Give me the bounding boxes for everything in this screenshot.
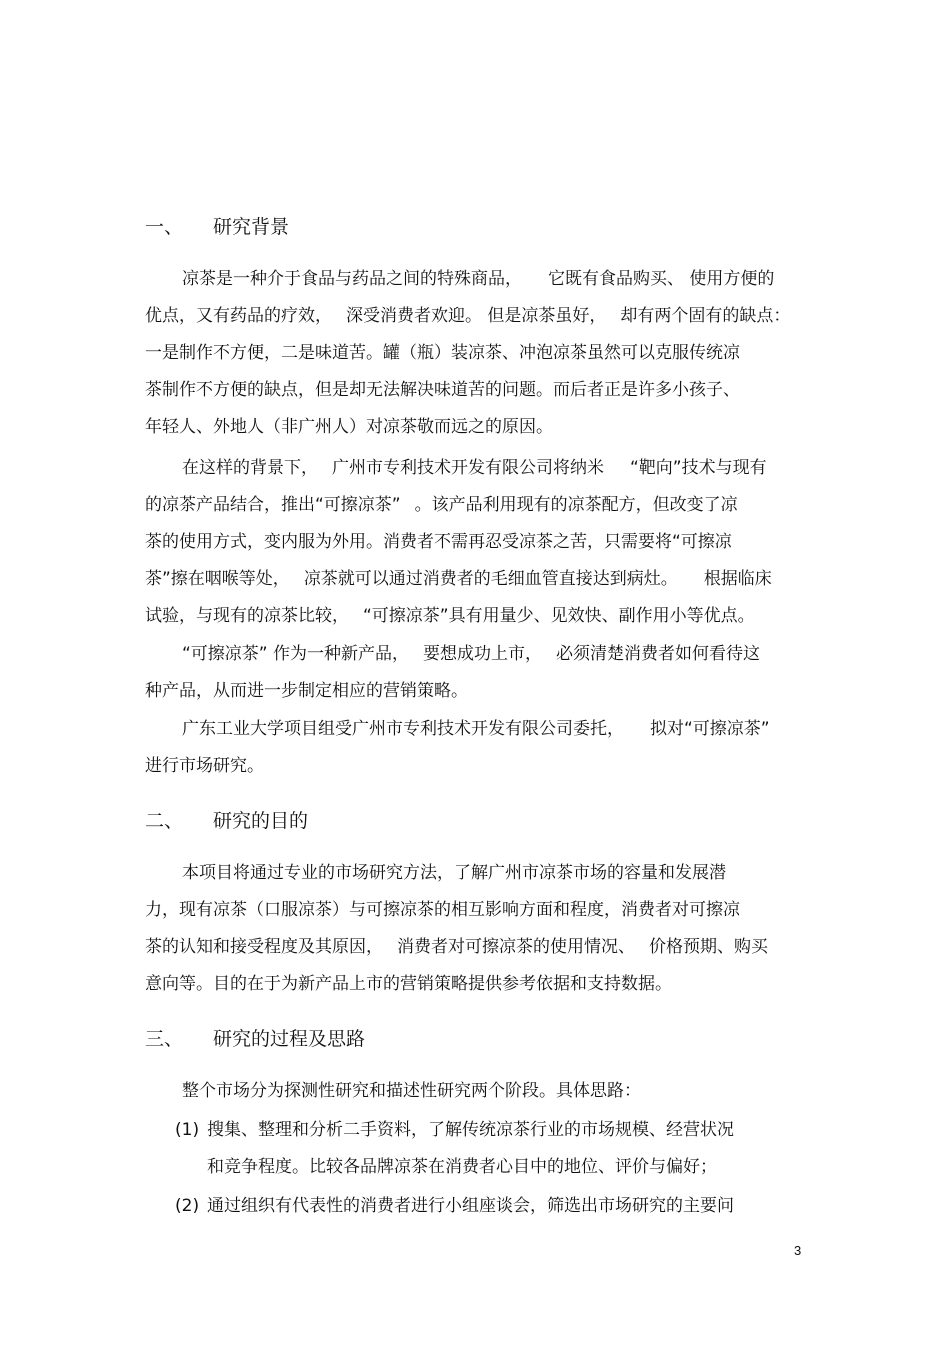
text-segment: 意向等。目的在于为新产品上市的营销策略提供参考依据和支持数据。 [145, 974, 672, 994]
text-segment: 深受消费者欢迎。 但是凉茶虽好， [346, 306, 607, 326]
text-segment: “可擦凉茶” 作为一种新产品， [182, 644, 410, 664]
section-title: 研究背景 [213, 216, 290, 238]
list-item-text: 通过组织有代表性的消费者进行小组座谈会，筛选出市场研究的主要问 [207, 1196, 734, 1216]
text-line [182, 860, 726, 886]
section-title: 研究的目的 [213, 810, 309, 832]
text-segment: 整个市场分为探测性研究和描述性研究两个阶段。具体思路： [182, 1081, 641, 1101]
text-segment: 拟对“可擦凉茶” [650, 719, 770, 739]
text-segment: 茶的认知和接受程度及其原因， [145, 937, 383, 957]
text-segment: 年轻人、外地人（非广州人）对凉茶敬而远之的原因。 [145, 417, 553, 437]
text-segment: 进行市场研究。 [145, 756, 264, 776]
text-segment: 根据临床 [703, 569, 772, 589]
page-number: 3 [794, 1243, 802, 1258]
text-segment: 广州市专利技术开发有限公司将纳米 [332, 458, 604, 478]
text-segment: 茶”擦在咽喉等处， [145, 569, 290, 589]
text-segment: 试验，与现有的凉茶比较， [145, 606, 349, 626]
text-segment: 茶制作不方便的缺点，但是却无法解决味道苦的问题。而后者正是许多小孩子、 [145, 380, 740, 400]
section-heading-1 [145, 212, 289, 242]
text-segment: 一是制作不方便，二是味道苦。罐（瓶）装凉茶、冲泡凉茶虽然可以克服传统凉 [145, 343, 740, 363]
list-item-text: 搜集、整理和分析二手资料，了解传统凉茶行业的市场规模、经营状况 [207, 1120, 734, 1140]
text-line [182, 266, 774, 292]
section-number: 三、 [145, 1028, 184, 1050]
text-line [182, 455, 767, 481]
text-line [145, 566, 772, 592]
text-segment: “靶向”技术与现有 [630, 458, 767, 478]
text-segment: 广东工业大学项目组受广州市专利技术开发有限公司委托， [182, 719, 624, 739]
text-segment: 却有两个固有的缺点： [620, 306, 791, 326]
text-segment: 茶的使用方式，变内服为外用。消费者不需再忍受凉茶之苦，只需要将“可擦凉 [145, 532, 732, 552]
text-line [145, 340, 740, 366]
section-number: 一、 [145, 216, 184, 238]
text-segment: 在这样的背景下， [182, 458, 318, 478]
text-segment: 优点，又有药品的疗效， [145, 306, 332, 326]
text-segment: 。该产品利用现有的凉茶配方，但改变了凉 [414, 495, 738, 515]
text-line [182, 1078, 641, 1104]
text-segment: 必须清楚消费者如何看待这 [556, 644, 761, 664]
text-segment: 价格预期、购买 [649, 937, 768, 957]
text-line [145, 971, 672, 997]
section-number: 二、 [145, 810, 184, 832]
text-segment: 它既有食品购买、 使用方便的 [548, 269, 775, 289]
list-item-number: (1) [175, 1120, 200, 1140]
text-segment: 凉茶是一种介于食品与药品之间的特殊商品， [182, 269, 522, 289]
text-line [145, 678, 468, 704]
text-line [182, 716, 770, 742]
text-line [145, 414, 553, 440]
text-segment: 本项目将通过专业的市场研究方法，了解广州市凉茶市场的容量和发展潜 [182, 863, 726, 883]
section-heading-3 [145, 1024, 365, 1054]
text-segment: 种产品，从而进一步制定相应的营销策略。 [145, 681, 468, 701]
text-segment: 的凉茶产品结合，推出“可擦凉茶” [145, 495, 401, 515]
text-segment: 凉茶就可以通过消费者的毛细血管直接达到病灶。 [303, 569, 678, 589]
list-item-number: (2) [175, 1196, 200, 1216]
text-line [145, 603, 755, 629]
section-heading-2 [145, 806, 308, 836]
text-line [145, 934, 768, 960]
section-title: 研究的过程及思路 [213, 1028, 366, 1050]
text-line [145, 303, 790, 329]
text-line [145, 753, 264, 779]
text-segment: “可擦凉茶”具有用量少、见效快、副作用小等优点。 [363, 606, 755, 626]
list-item-text: 和竞争程度。比较各品牌凉茶在消费者心目中的地位、评价与偏好； [207, 1157, 717, 1177]
text-segment: 消费者对可擦凉茶的使用情况、 [397, 937, 635, 957]
text-line [145, 377, 740, 403]
text-line [145, 529, 732, 555]
text-line [145, 492, 738, 518]
text-segment: 力，现有凉茶（口服凉茶）与可擦凉茶的相互影响方面和程度，消费者对可擦凉 [145, 900, 740, 920]
text-line [145, 897, 740, 923]
text-line [182, 641, 760, 667]
text-segment: 要想成功上市， [423, 644, 543, 664]
